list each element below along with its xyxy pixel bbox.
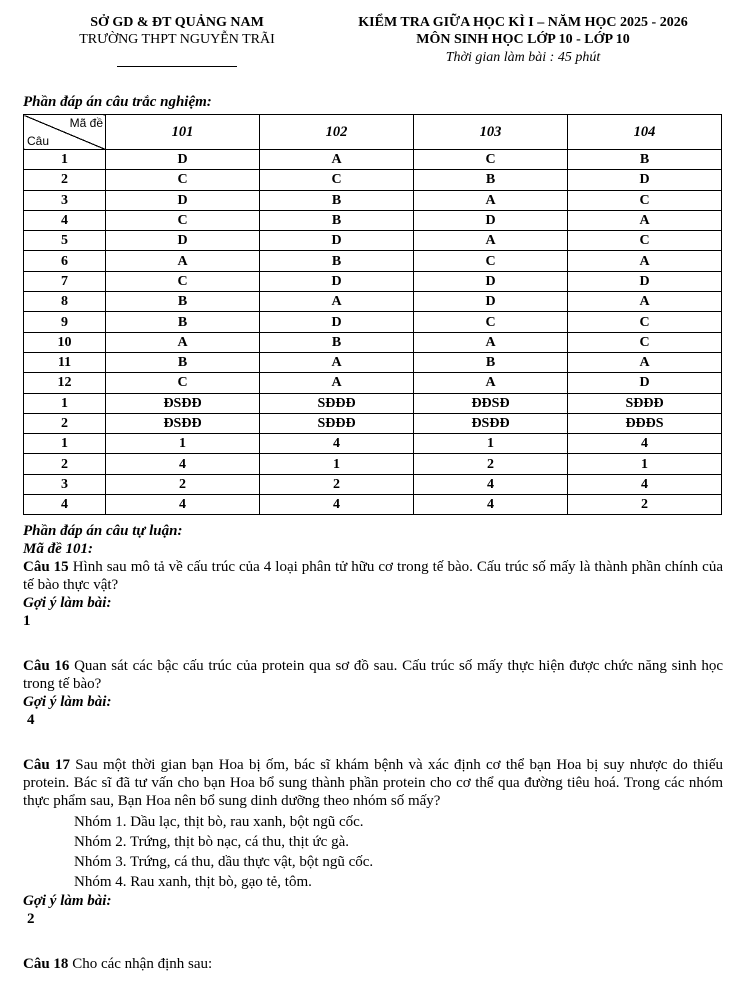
answer-cell: A — [106, 332, 260, 352]
table-row — [24, 251, 722, 271]
answer-cell: 4 — [414, 474, 568, 494]
question-number-cell: 3 — [24, 190, 106, 210]
answer-cell: A — [414, 190, 568, 210]
essay-section — [23, 522, 723, 973]
code-header: 101 — [106, 115, 260, 150]
answer-table-header — [24, 115, 722, 150]
answer-cell: D — [414, 292, 568, 312]
header-divider — [117, 66, 237, 67]
answer-cell: C — [568, 312, 722, 332]
answer-cell: 1 — [414, 434, 568, 454]
answer-cell: C — [414, 312, 568, 332]
answer-cell: D — [414, 210, 568, 230]
code-header: 102 — [260, 115, 414, 150]
answer-cell: ĐSĐĐ — [106, 393, 260, 413]
answer-cell: C — [106, 373, 260, 393]
table-row — [24, 170, 722, 190]
question-16 — [23, 657, 723, 693]
table-row — [24, 190, 722, 210]
food-group-list — [74, 812, 723, 892]
question-number: Câu 17 — [23, 757, 70, 773]
table-row — [24, 474, 722, 494]
answer-cell: B — [260, 332, 414, 352]
answer-cell: D — [260, 312, 414, 332]
answer-cell: A — [260, 292, 414, 312]
table-row — [24, 332, 722, 352]
question-number-cell: 8 — [24, 292, 106, 312]
answer-cell: C — [106, 271, 260, 291]
question-number: Câu 16 — [23, 658, 70, 674]
question-text: Hình sau mô tả về cấu trúc của 4 loại phân tử hữu cơ trong tế bào. Cấu trúc số mấy là thành phần chính của tế bào thực vật? — [23, 559, 723, 593]
answer-cell: B — [260, 210, 414, 230]
corner-label-code: Mã đề — [69, 116, 103, 130]
food-group-item: Nhóm 1. Dầu lạc, thịt bò, rau xanh, bột ngũ cốc. — [74, 814, 364, 830]
answer-cell: B — [106, 292, 260, 312]
question-15 — [23, 558, 723, 594]
answer-cell: 2 — [568, 495, 722, 515]
answer-cell: A — [414, 231, 568, 251]
answer-cell: B — [260, 251, 414, 271]
table-row — [24, 312, 722, 332]
answer-cell: A — [568, 210, 722, 230]
answer-cell: A — [568, 251, 722, 271]
answer-cell: C — [106, 170, 260, 190]
answer-cell: C — [414, 251, 568, 271]
corner-label-question: Câu — [27, 134, 50, 148]
answer-cell: 4 — [260, 434, 414, 454]
table-row — [24, 454, 722, 474]
answer-cell: 1 — [568, 454, 722, 474]
answer-cell: 1 — [260, 454, 414, 474]
question-text: Quan sát các bậc cấu trúc của protein qua sơ đồ sau. Cấu trúc số mấy thực hiện được chức năng sinh học trong tế bào? — [23, 658, 723, 692]
question-number-cell: 2 — [24, 413, 106, 433]
question-number-cell: 7 — [24, 271, 106, 291]
table-row — [24, 292, 722, 312]
hint-label: Gợi ý làm bài: — [23, 893, 112, 909]
subject-title: MÔN SINH HỌC LỚP 10 - LỚP 10 — [416, 32, 630, 47]
question-number-cell: 6 — [24, 251, 106, 271]
question-number: Câu 18 — [23, 956, 69, 972]
answer-cell: A — [260, 352, 414, 372]
answer-cell: D — [568, 373, 722, 393]
answer-cell: C — [568, 231, 722, 251]
answer-cell: D — [106, 190, 260, 210]
question-number-cell: 2 — [24, 170, 106, 190]
question-number-cell: 10 — [24, 332, 106, 352]
hint-label: Gợi ý làm bài: — [23, 694, 112, 710]
answer-cell: C — [568, 190, 722, 210]
answer-value: 2 — [27, 911, 35, 927]
answer-cell: 1 — [106, 434, 260, 454]
answer-cell: D — [568, 271, 722, 291]
department-name: SỞ GD & ĐT QUẢNG NAM — [90, 15, 264, 30]
answer-cell: B — [414, 170, 568, 190]
answer-cell: C — [106, 210, 260, 230]
answer-value: 1 — [23, 613, 31, 629]
question-text: Cho các nhận định sau: — [68, 956, 213, 972]
question-number-cell: 1 — [24, 434, 106, 454]
question-number-cell: 4 — [24, 495, 106, 515]
table-row — [24, 231, 722, 251]
food-group-item: Nhóm 4. Rau xanh, thịt bò, gạo tẻ, tôm. — [74, 874, 312, 890]
answer-cell: A — [260, 373, 414, 393]
answer-cell: ĐĐSĐ — [414, 393, 568, 413]
table-row — [24, 393, 722, 413]
table-row — [24, 271, 722, 291]
answer-cell: 4 — [568, 434, 722, 454]
table-row — [24, 495, 722, 515]
table-row — [24, 434, 722, 454]
question-number-cell: 1 — [24, 150, 106, 170]
answer-cell: 2 — [414, 454, 568, 474]
answer-cell: A — [568, 352, 722, 372]
answer-value: 4 — [27, 712, 35, 728]
answer-cell: B — [260, 190, 414, 210]
answer-cell: D — [260, 231, 414, 251]
question-number-cell: 4 — [24, 210, 106, 230]
table-row — [24, 150, 722, 170]
header-left — [52, 14, 302, 67]
table-row — [24, 413, 722, 433]
mc-section-title: Phần đáp án câu trắc nghiệm: — [23, 94, 212, 110]
question-text: Sau một thời gian bạn Hoa bị ốm, bác sĩ khám bệnh và xác định cơ thể bạn Hoa bị suy nhược do thiếu protein. Bác sĩ đã tư vấn cho bạn Hoa bổ sung thành phần protein cho cơ thể qua đường tiêu hoá. Trong các nhóm thực phẩm sau, Bạn Hoa nên bổ sung dinh dưỡng theo nhóm số mấy? — [23, 757, 723, 809]
answer-cell: SĐĐĐ — [260, 393, 414, 413]
school-name: TRƯỜNG THPT NGUYỄN TRÃI — [79, 32, 275, 47]
answer-cell: 2 — [260, 474, 414, 494]
answer-cell: D — [414, 271, 568, 291]
answer-cell: ĐĐĐS — [568, 413, 722, 433]
question-number-cell: 1 — [24, 393, 106, 413]
question-number-cell: 3 — [24, 474, 106, 494]
answer-cell: A — [260, 150, 414, 170]
exam-duration: Thời gian làm bài : 45 phút — [445, 50, 601, 65]
hint-label: Gợi ý làm bài: — [23, 595, 112, 611]
answer-cell: D — [568, 170, 722, 190]
answer-cell: C — [260, 170, 414, 190]
answer-cell: 4 — [568, 474, 722, 494]
answer-cell: 4 — [414, 495, 568, 515]
answer-cell: B — [414, 352, 568, 372]
answer-cell: C — [568, 332, 722, 352]
header-right — [318, 14, 728, 68]
answer-cell: D — [106, 231, 260, 251]
question-number: Câu 15 — [23, 559, 69, 575]
food-group-item: Nhóm 2. Trứng, thịt bò nạc, cá thu, thịt ức gà. — [74, 834, 349, 850]
exam-code-label: Mã đề 101: — [23, 541, 93, 557]
answer-table-body — [24, 150, 722, 515]
question-number-cell: 11 — [24, 352, 106, 372]
answer-cell: D — [260, 271, 414, 291]
corner-cell — [24, 115, 106, 150]
code-header: 103 — [414, 115, 568, 150]
answer-cell: A — [414, 332, 568, 352]
answer-table — [23, 114, 722, 515]
answer-cell: A — [568, 292, 722, 312]
answer-cell: A — [414, 373, 568, 393]
question-number-cell: 2 — [24, 454, 106, 474]
table-row — [24, 210, 722, 230]
question-number-cell: 5 — [24, 231, 106, 251]
answer-cell: 4 — [106, 495, 260, 515]
answer-cell: ĐSĐĐ — [106, 413, 260, 433]
answer-cell: D — [106, 150, 260, 170]
answer-cell: 4 — [260, 495, 414, 515]
essay-section-title: Phần đáp án câu tự luận: — [23, 523, 183, 539]
question-number-cell: 12 — [24, 373, 106, 393]
answer-cell: B — [568, 150, 722, 170]
answer-cell: C — [414, 150, 568, 170]
answer-cell: SĐĐĐ — [568, 393, 722, 413]
table-row — [24, 373, 722, 393]
answer-cell: A — [106, 251, 260, 271]
food-group-item: Nhóm 3. Trứng, cá thu, dầu thực vật, bột ngũ cốc. — [74, 854, 374, 870]
answer-cell: SĐĐĐ — [260, 413, 414, 433]
question-17 — [23, 756, 723, 810]
answer-cell: B — [106, 312, 260, 332]
code-header: 104 — [568, 115, 722, 150]
answer-cell: 2 — [106, 474, 260, 494]
answer-cell: B — [106, 352, 260, 372]
table-row — [24, 352, 722, 372]
question-18 — [23, 955, 723, 973]
question-number-cell: 9 — [24, 312, 106, 332]
answer-cell: 4 — [106, 454, 260, 474]
exam-title: KIỂM TRA GIỮA HỌC KÌ I – NĂM HỌC 2025 - 2026 — [358, 15, 688, 30]
answer-cell: ĐSĐĐ — [414, 413, 568, 433]
